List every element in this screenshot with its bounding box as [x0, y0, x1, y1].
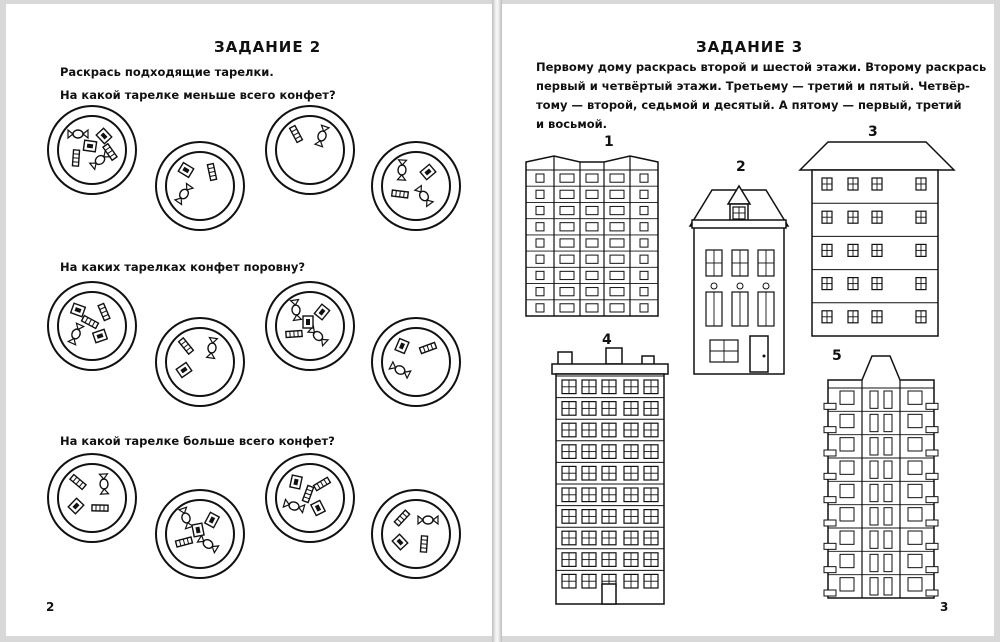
house-5: [822, 350, 940, 600]
page-number-left: 2: [46, 600, 55, 614]
page-number-right: 3: [940, 600, 949, 614]
candy: [392, 190, 409, 198]
house-3: [798, 138, 956, 338]
house-5-number: 5: [832, 348, 842, 364]
candy: [192, 523, 204, 537]
candy: [303, 316, 313, 328]
house-4: [548, 344, 672, 606]
task-2-title: ЗАДАНИЕ 2: [214, 38, 322, 56]
candy: [92, 505, 108, 511]
plate-3-4: [370, 488, 462, 580]
house-3-number: 3: [868, 124, 878, 140]
house-4-number: 4: [602, 332, 612, 348]
house-1: [524, 152, 660, 320]
plate-2-3: [264, 280, 356, 372]
plate-2-2: [154, 316, 246, 408]
task-3-text-line-3: тому — второй, седьмой и десятый. А пятому — первый, третий: [536, 98, 962, 112]
task-3-text-line-2: первый и четвёртый этажи. Третьему — третий и пятый. Четвёр-: [536, 79, 970, 93]
task-3-text-line-4: и восьмой.: [536, 117, 608, 131]
plate-3-3: [264, 452, 356, 544]
house-2: [688, 180, 790, 376]
left-page: [6, 4, 492, 636]
task-3-title: ЗАДАНИЕ 3: [696, 38, 804, 56]
right-page: [502, 4, 994, 636]
task-3-text-line-1: Первому дому раскрась второй и шестой этажи. Второму раскрась: [536, 60, 987, 74]
candy: [420, 536, 427, 552]
task-2-intro: Раскрась подходящие тарелки.: [60, 65, 274, 79]
plate-1-1: [46, 104, 138, 196]
plate-3-2: [154, 488, 246, 580]
question-3: На какой тарелке больше всего конфет?: [60, 434, 335, 448]
candy: [290, 475, 302, 489]
candy: [72, 150, 79, 166]
candy: [83, 140, 96, 152]
house-2-number: 2: [736, 159, 746, 175]
plate-1-3: [264, 104, 356, 196]
plate-2-1: [46, 280, 138, 372]
candy: [286, 330, 302, 337]
plate-1-4: [370, 140, 462, 232]
book-gutter: [492, 0, 502, 642]
house-1-number: 1: [604, 134, 614, 150]
question-1: На какой тарелке меньше всего конфет?: [60, 88, 336, 102]
plate-3-1: [46, 452, 138, 544]
plate-2-4: [370, 316, 462, 408]
plate-1-2: [154, 140, 246, 232]
question-2: На каких тарелках конфет поровну?: [60, 260, 306, 274]
